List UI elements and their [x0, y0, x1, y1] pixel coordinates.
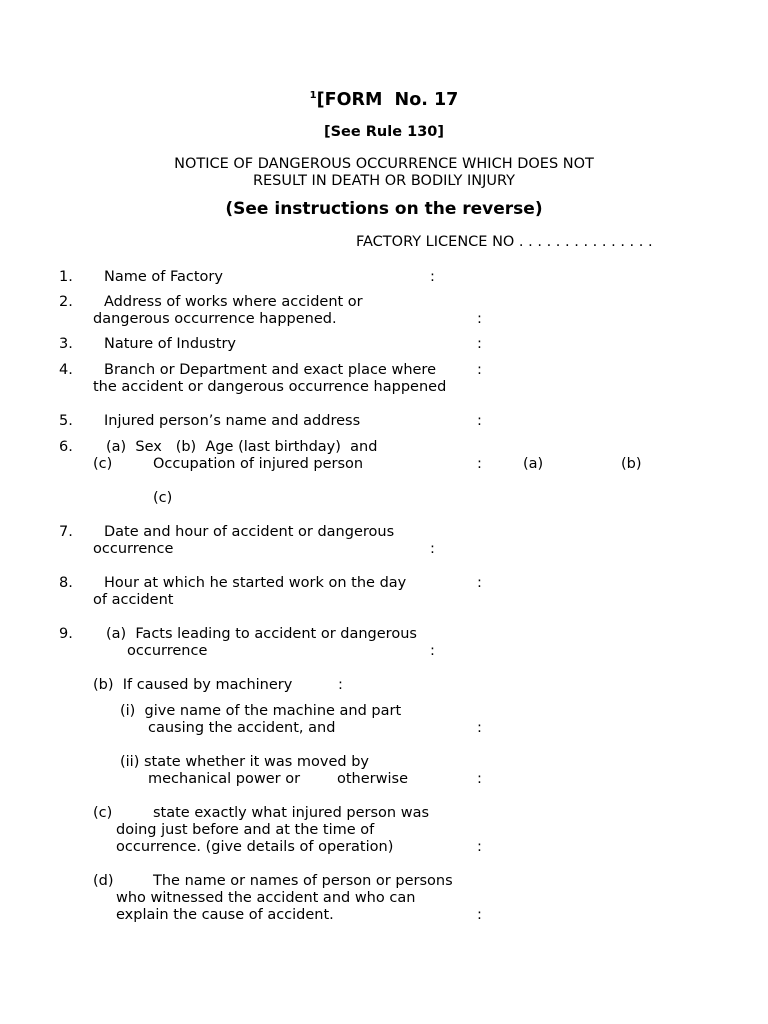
colon: :	[477, 336, 482, 352]
colon: :	[477, 362, 482, 378]
heading-line-2: RESULT IN DEATH OR BODILY INJURY	[252, 173, 516, 189]
item-number: 6.	[59, 439, 73, 455]
colon: :	[477, 413, 482, 429]
item-label: explain the cause of accident.	[116, 907, 334, 923]
item-label: (ii) state whether it was moved by	[120, 754, 369, 770]
item-number: 9.	[59, 626, 73, 642]
colon: :	[338, 677, 343, 693]
item-label: occurrence	[93, 541, 174, 557]
colon: :	[430, 269, 435, 285]
colon: :	[430, 643, 435, 659]
sub-label: (c)	[93, 805, 113, 821]
item-label: Name of Factory	[104, 269, 223, 285]
item-number: 7.	[59, 524, 73, 540]
colon: :	[477, 839, 482, 855]
item-number: 8.	[59, 575, 73, 591]
colon: :	[477, 720, 482, 736]
answer-label-c: (c)	[153, 490, 173, 506]
item-label: Occupation of injured person	[153, 456, 364, 472]
item-label: dangerous occurrence happened.	[93, 311, 337, 327]
sub-label: (d)	[93, 873, 114, 889]
item-label: (a) Sex (b) Age (last birthday) and	[106, 439, 378, 455]
item-label: Date and hour of accident or dangerous	[104, 524, 395, 540]
item-label: Injured person’s name and address	[104, 413, 361, 429]
item-number: 1.	[59, 269, 73, 285]
item-label: Address of works where accident or	[104, 294, 363, 310]
answer-label-a: (a)	[523, 456, 544, 472]
item-label: The name or names of person or persons	[153, 873, 453, 889]
item-label: occurrence	[127, 643, 208, 659]
item-label: who witnessed the accident and who can	[116, 890, 416, 906]
colon: :	[477, 456, 482, 472]
item-label: (i) give name of the machine and part	[120, 703, 402, 719]
colon: :	[430, 541, 435, 557]
item-label: Hour at which he started work on the day	[104, 575, 407, 591]
item-label: doing just before and at the time of	[116, 822, 375, 838]
colon: :	[477, 575, 482, 591]
colon: :	[477, 771, 482, 787]
item-label: mechanical power or	[148, 771, 301, 787]
sub-label: (c)	[93, 456, 113, 472]
item-number: 3.	[59, 336, 73, 352]
item-number: 5.	[59, 413, 73, 429]
form-title-text: [FORM No. 17	[316, 90, 459, 110]
rule-reference: [See Rule 130]	[323, 124, 445, 140]
sub-label: (b) If caused by machinery	[93, 677, 293, 693]
item-number: 2.	[59, 294, 73, 310]
item-label: occurrence. (give details of operation)	[116, 839, 394, 855]
colon: :	[477, 907, 482, 923]
answer-label-b: (b)	[621, 456, 642, 472]
heading-line-1: NOTICE OF DANGEROUS OCCURRENCE WHICH DOES NOT	[174, 156, 594, 172]
item-label: of accident	[93, 592, 174, 608]
item-label: causing the accident, and	[148, 720, 336, 736]
item-label: Nature of Industry	[104, 336, 237, 352]
colon: :	[477, 311, 482, 327]
instructions-note: (See instructions on the reverse)	[225, 199, 543, 219]
item-label: (a) Facts leading to accident or dangerous	[106, 626, 417, 642]
item-label: the accident or dangerous occurrence happened	[93, 379, 447, 395]
form-title	[0, 90, 768, 110]
item-label: state exactly what injured person was	[153, 805, 430, 821]
item-number: 4.	[59, 362, 73, 378]
item-label: Branch or Department and exact place where	[104, 362, 436, 378]
factory-licence-no: FACTORY LICENCE NO . . . . . . . . . . . . . . .	[356, 234, 653, 250]
item-label: otherwise	[337, 771, 408, 787]
footnote-marker: 1	[309, 90, 317, 101]
